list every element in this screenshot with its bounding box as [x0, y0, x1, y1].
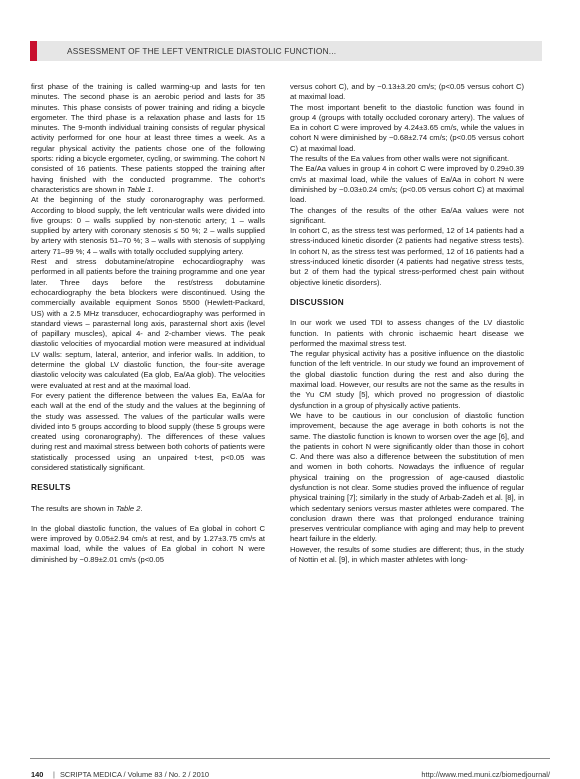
running-header	[30, 41, 542, 61]
paragraph	[31, 504, 265, 514]
left-column	[31, 82, 265, 565]
journal-url[interactable]: http://www.med.muni.cz/biomedjournal/	[421, 770, 550, 779]
paragraph: versus cohort C), and by −0.13±3.20 cm/s; (p<0.05 versus cohort C) at maximal load.	[290, 82, 524, 102]
right-column	[290, 82, 524, 565]
paragraph: We have to be cautious in our conclusion of diastolic function improvement, because the age average in both cohorts is not the same. The diastolic function is known to worsen over the age [6], and the patients in cohort N were significantly older than those in cohort C. And there was also a difference between the substitution of men and women in both cohorts. Nowadays the influence of regular physical training on the progression of age-caused diastolic dysfunction is not clear. Some studies proved the influence of regular physical training [7]; similarly in the study of Arbab-Zadeh et al. [8], in which sedentary seniors versus master athletes were compared. The conclusion drawn there was that prolonged endurance training preserves ventricular compliance with aging and may help to prevent heart failure in the elderly.	[290, 410, 524, 544]
paragraph-text: .	[140, 503, 143, 513]
journal-citation: SCRIPTA MEDICA / Volume 83 / No. 2 / 2010	[60, 770, 209, 779]
section-heading-results: RESULTS	[31, 483, 71, 493]
paragraph: The most important benefit to the diastolic function was found in group 4 (groups with totally occluded coronary artery). The values of Ea in cohort C were improved by 4.24±3.65 cm/s, while the values in cohort N were diminished by −0.68±2.74 cm/s; (p<0.05 versus cohort C) at maximal load.	[290, 102, 524, 153]
section-heading-discussion: DISCUSSION	[290, 297, 344, 307]
paragraph	[31, 82, 265, 195]
paragraph: In our work we used TDI to assess changes of the LV diastolic function. In patients with chronic ischaemic heart disease we performed the maximal stress test.	[290, 318, 524, 348]
paragraph: The changes of the results of the other Ea/Aa values were not significant.	[290, 205, 524, 225]
paragraph: However, the results of some studies are different; thus, in the study of Nottin et al. [9], in which master athletes with long-	[290, 544, 524, 565]
paragraph: The results of the Ea values from other walls were not significant.	[290, 154, 510, 164]
paragraph: The Ea/Aa values in group 4 in cohort C were improved by 0.29±0.39 cm/s at maximal load, while the values of Ea/Aa in cohort N were diminished by −0.03±0.24 cm/s; (p<0.05 versus cohort C) at maximal load.	[290, 164, 524, 205]
footer-separator: |	[53, 770, 55, 779]
table-reference: Table 1	[126, 184, 152, 194]
paragraph-text: The results are shown in	[31, 503, 114, 513]
paragraph-text: .	[151, 184, 154, 194]
paragraph: Rest and stress dobutamine/atropine echocardiography was performed in all patients before the training programme and one year later. Three days before the rest/stress dobutamine echocardiography the beta blockers were discontinued. Using the commercially available equipment Sonos 5500 (Hewlett-Packard, US) with a 2.5 MHz transducer, echocardiography was performed in standard views – parasternal long axis, parasternal short axis (level of papillary muscles), apical 4- and 2-chamber views. The peak diastolic velocities of myocardial motion were measured at individual LV walls: septum, lateral, anterior, and inferior walls. In addition, to determine the global LV diastolic function, the four-site average diastolic velocity was calculated (Ea glob, Ea/Aa glob). The velocities were evaluated at rest and at the maximal load.	[31, 257, 265, 390]
header-accent-bar	[30, 41, 37, 61]
table-reference: Table 2	[115, 503, 141, 513]
paragraph: At the beginning of the study coronarography was performed. According to blood supply, the left ventricular walls were divided into five groups: 0 – walls supplied by non-stenotic artery; 1 – walls supplied by artery with coronary stenosis ≤ 50 %; 2 – walls supplied by artery with stenosis 51–70 %; 3 – walls with stenosis of supplying artery 71–99 %; 4 – walls with totally occluded supplying artery.	[31, 195, 265, 256]
paragraph: In the global diastolic function, the values of Ea global in cohort C were improved by 0.05±2.94 cm/s at rest, and by 1.27±3.75 cm/s at maximal load, while the values of Ea global in cohort N were diminished by −0.89±2.01 cm/s (p<0.05	[31, 523, 265, 564]
footer-divider	[30, 758, 550, 759]
running-header-title: ASSESSMENT OF THE LEFT VENTRICLE DIASTOLIC FUNCTION...	[67, 46, 337, 56]
paragraph: The regular physical activity has a positive influence on the diastolic function of the left ventricle. In our study we found an improvement of the global diastolic function during the rest and also during the maximal load. However, our results are not the same as the results in the Yu CM study [5], which proved no progression of diastolic dysfunction in a group of physically active patients.	[290, 349, 524, 410]
page-number: 140	[31, 770, 44, 779]
paragraph: For every patient the difference between the values Ea, Ea/Aa for each wall at the end of the study and the values at the beginning of the study was assessed. The values of the particular walls were divided into 5 groups according to blood supply (these 5 groups were created using coronarography). The differences of these values during rest and maximal stress between both cohorts of patients were statistically processed using an unpaired t-test, p<0.05 was considered statistically significant.	[31, 390, 265, 472]
paragraph-text: first phase of the training is called warming-up and lasts for ten minutes. The second phase is an aerobic period and lasts for 35 minutes. This phase consists of power training and riding a bicycle ergometer. The third phase is a relaxation phase and lasts for 15 minutes. The 9-month individual training consists of regular physical activity performed for one hour at least three times a week. As a regular physical activity the patients chose one of the following sports: riding a bicycle ergometer, cycling, or swimming. The cohort N consisted of 16 patients. These patients stopped the training after having finished with the conducted programme. The cohort’s characteristics are shown in	[31, 82, 265, 194]
paragraph: In cohort C, as the stress test was performed, 12 of 14 patients had a stress-induced kinetic disorder (2 patients had negative stress tests). In cohort N, as the stress test was performed, 12 of 16 patients had a stress-induced kinetic disorder (4 patients had negative stress tests, but 2 of them had the typical stress-performed chest pain without objective kinetic disorders).	[290, 226, 524, 287]
